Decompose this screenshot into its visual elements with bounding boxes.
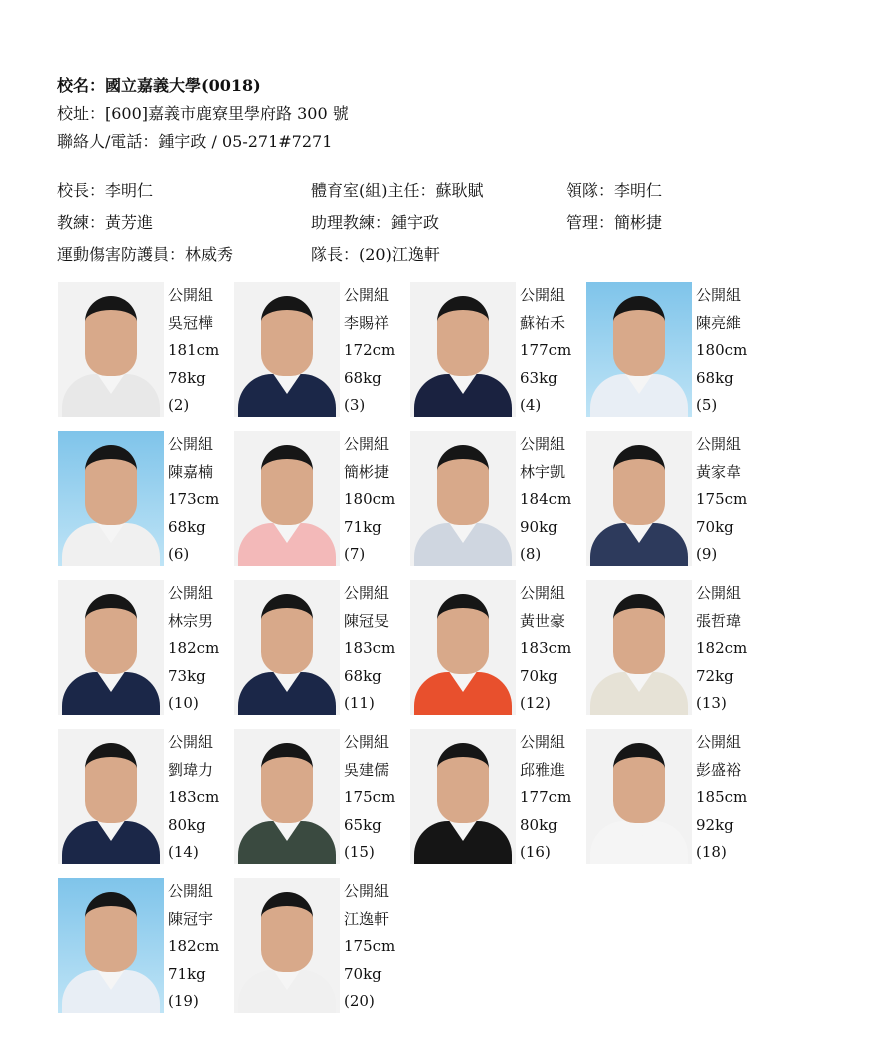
player-group: 公開組 [344, 584, 390, 602]
player-name: 邱雅進 [520, 760, 566, 779]
player-head [613, 594, 665, 674]
player-name: 蘇祐禾 [520, 313, 566, 332]
player-group: 公開組 [344, 286, 390, 304]
player-photo [410, 282, 516, 417]
player-card [234, 729, 400, 864]
staff-principal: 校長：李明仁 [57, 181, 154, 200]
player-photo [58, 729, 164, 864]
player-photo [410, 580, 516, 715]
player-card [58, 729, 224, 864]
player-number: (15) [344, 843, 375, 861]
player-number: (11) [344, 694, 375, 712]
player-height: 182cm [168, 937, 220, 955]
player-info [692, 282, 747, 417]
player-weight: 68kg [168, 517, 206, 536]
player-head [613, 743, 665, 823]
player-card [586, 729, 752, 864]
player-head [613, 445, 665, 525]
player-height: 175cm [344, 937, 396, 955]
player-number: (7) [344, 545, 366, 563]
player-weight: 71kg [168, 964, 206, 983]
player-height: 177cm [520, 788, 572, 806]
player-card [234, 580, 400, 715]
school-header [57, 72, 349, 156]
player-weight: 65kg [344, 815, 382, 834]
player-name: 江逸軒 [344, 909, 390, 928]
player-weight: 68kg [344, 666, 382, 685]
player-photo [410, 729, 516, 864]
player-group: 公開組 [168, 733, 214, 751]
player-weight: 80kg [168, 815, 206, 834]
player-number: (6) [168, 545, 190, 563]
player-number: (12) [520, 694, 551, 712]
player-info [164, 282, 219, 417]
player-group: 公開組 [344, 733, 390, 751]
player-name: 林宇凱 [520, 462, 566, 481]
staff-list [57, 178, 837, 274]
player-number: (19) [168, 992, 199, 1010]
player-weight: 70kg [520, 666, 558, 685]
player-height: 180cm [696, 341, 748, 359]
staff-row [57, 242, 837, 274]
player-name: 林宗男 [168, 611, 214, 630]
player-head [613, 296, 665, 376]
player-photo [586, 729, 692, 864]
player-group: 公開組 [168, 584, 214, 602]
player-card [58, 282, 224, 417]
staff-sports-director: 體育室(組)主任：蘇耿賦 [311, 181, 484, 200]
player-photo [234, 580, 340, 715]
player-name: 黃家韋 [696, 462, 742, 481]
player-card [234, 878, 400, 1013]
player-height: 183cm [520, 639, 572, 657]
player-head [261, 892, 313, 972]
staff-coach: 教練：黃芳進 [57, 213, 154, 232]
staff-row [57, 178, 837, 210]
player-head [437, 594, 489, 674]
player-number: (9) [696, 545, 718, 563]
player-height: 175cm [344, 788, 396, 806]
player-group: 公開組 [344, 435, 390, 453]
player-name: 陳亮維 [696, 313, 742, 332]
player-info [340, 878, 395, 1013]
player-head [437, 296, 489, 376]
player-number: (20) [344, 992, 375, 1010]
player-photo [234, 282, 340, 417]
player-head [437, 445, 489, 525]
player-height: 177cm [520, 341, 572, 359]
player-group: 公開組 [344, 882, 390, 900]
player-name: 彭盛裕 [696, 760, 742, 779]
player-head [437, 743, 489, 823]
player-card [586, 580, 752, 715]
player-card [234, 431, 400, 566]
player-group: 公開組 [520, 435, 566, 453]
player-photo [234, 729, 340, 864]
player-photo [234, 431, 340, 566]
player-card [58, 431, 224, 566]
player-weight: 68kg [696, 368, 734, 387]
player-info [164, 431, 219, 566]
player-card [58, 580, 224, 715]
player-name: 吳冠樺 [168, 313, 214, 332]
player-grid [58, 282, 752, 1013]
player-info [164, 878, 219, 1013]
staff-row [57, 210, 837, 242]
staff-team-leader: 領隊：李明仁 [566, 181, 663, 200]
player-name: 劉瑋力 [168, 760, 214, 779]
player-photo [586, 282, 692, 417]
player-info [516, 580, 571, 715]
player-info [516, 729, 571, 864]
player-number: (2) [168, 396, 190, 414]
player-head [261, 296, 313, 376]
player-info [516, 282, 571, 417]
player-photo [58, 431, 164, 566]
player-weight: 78kg [168, 368, 206, 387]
player-name: 簡彬捷 [344, 462, 390, 481]
player-height: 183cm [344, 639, 396, 657]
player-weight: 92kg [696, 815, 734, 834]
staff-captain: 隊長：(20)江逸軒 [311, 245, 440, 264]
player-group: 公開組 [168, 286, 214, 304]
player-weight: 70kg [344, 964, 382, 983]
player-height: 183cm [168, 788, 220, 806]
player-group: 公開組 [168, 435, 214, 453]
player-number: (18) [696, 843, 727, 861]
player-height: 175cm [696, 490, 748, 508]
player-info [340, 580, 395, 715]
player-height: 184cm [520, 490, 572, 508]
player-name: 李賜祥 [344, 313, 390, 332]
player-number: (5) [696, 396, 718, 414]
player-height: 172cm [344, 341, 396, 359]
player-weight: 70kg [696, 517, 734, 536]
player-height: 182cm [696, 639, 748, 657]
player-name: 陳冠宇 [168, 909, 214, 928]
player-group: 公開組 [520, 584, 566, 602]
player-info [692, 729, 747, 864]
player-card [586, 282, 752, 417]
player-group: 公開組 [696, 584, 742, 602]
player-weight: 72kg [696, 666, 734, 685]
player-name: 黃世豪 [520, 611, 566, 630]
player-photo [234, 878, 340, 1013]
player-height: 173cm [168, 490, 220, 508]
player-info [692, 580, 747, 715]
player-weight: 71kg [344, 517, 382, 536]
player-weight: 90kg [520, 517, 558, 536]
player-info [340, 729, 395, 864]
player-photo [410, 431, 516, 566]
player-group: 公開組 [520, 733, 566, 751]
player-card [586, 431, 752, 566]
player-head [261, 594, 313, 674]
player-info [340, 282, 395, 417]
player-head [261, 743, 313, 823]
player-number: (16) [520, 843, 551, 861]
player-number: (13) [696, 694, 727, 712]
player-number: (14) [168, 843, 199, 861]
player-group: 公開組 [168, 882, 214, 900]
player-name: 陳冠旻 [344, 611, 390, 630]
player-group: 公開組 [520, 286, 566, 304]
school-contact: 聯絡人/電話：鍾宇政 / 05-271#7271 [57, 132, 333, 151]
player-photo [58, 282, 164, 417]
player-weight: 68kg [344, 368, 382, 387]
player-info [164, 729, 219, 864]
player-info [516, 431, 571, 566]
player-height: 180cm [344, 490, 396, 508]
player-info [164, 580, 219, 715]
player-group: 公開組 [696, 435, 742, 453]
player-photo [58, 878, 164, 1013]
player-number: (3) [344, 396, 366, 414]
player-head [85, 892, 137, 972]
player-head [85, 743, 137, 823]
staff-athletic-trainer: 運動傷害防護員：林威秀 [57, 245, 234, 264]
player-height: 185cm [696, 788, 748, 806]
player-info [692, 431, 747, 566]
school-address: 校址：[600]嘉義市鹿寮里學府路 300 號 [57, 104, 349, 123]
player-card [58, 878, 224, 1013]
player-height: 181cm [168, 341, 220, 359]
player-name: 吳建儒 [344, 760, 390, 779]
player-weight: 73kg [168, 666, 206, 685]
player-number: (4) [520, 396, 542, 414]
player-photo [586, 580, 692, 715]
player-card [410, 431, 576, 566]
player-weight: 80kg [520, 815, 558, 834]
player-weight: 63kg [520, 368, 558, 387]
player-group: 公開組 [696, 733, 742, 751]
player-info [340, 431, 395, 566]
staff-assistant-coach: 助理教練：鍾宇政 [311, 213, 440, 232]
player-photo [58, 580, 164, 715]
player-head [261, 445, 313, 525]
player-card [410, 580, 576, 715]
player-card [234, 282, 400, 417]
player-head [85, 445, 137, 525]
player-group: 公開組 [696, 286, 742, 304]
player-name: 張哲瑋 [696, 611, 742, 630]
player-head [85, 594, 137, 674]
player-height: 182cm [168, 639, 220, 657]
player-card [410, 282, 576, 417]
staff-manager: 管理：簡彬捷 [566, 213, 663, 232]
player-number: (8) [520, 545, 542, 563]
player-name: 陳嘉楠 [168, 462, 214, 481]
player-head [85, 296, 137, 376]
player-card [410, 729, 576, 864]
player-photo [586, 431, 692, 566]
school-name: 校名：國立嘉義大學(0018) [57, 76, 261, 95]
player-number: (10) [168, 694, 199, 712]
